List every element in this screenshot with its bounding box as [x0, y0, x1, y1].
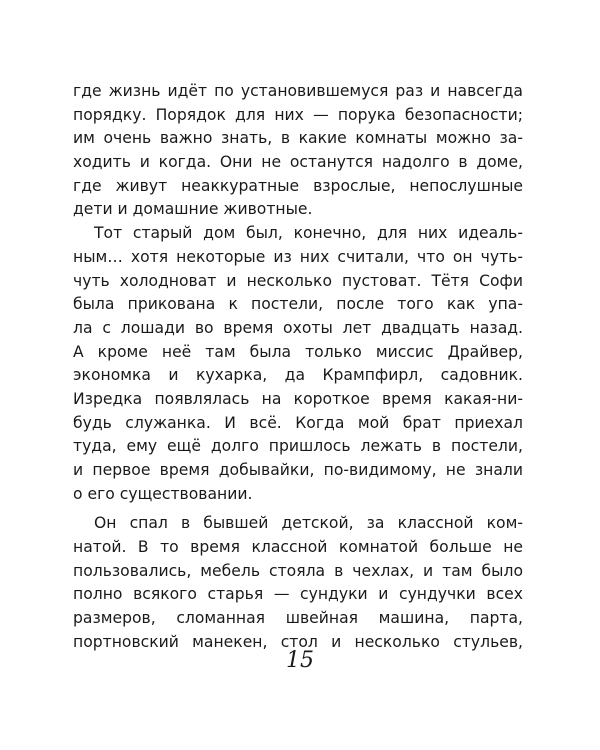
text-line: Тот старый дом был, конечно, для них идеаль-	[94, 224, 523, 243]
text-line: натой. В то время классной комнатой больше не	[73, 538, 523, 557]
text-line: Он спал в бывшей детской, за классной ком-	[94, 514, 523, 533]
text-line: дети и домашние животные.	[73, 200, 313, 219]
text-line: была прикована к постели, после того как упа-	[73, 295, 523, 314]
body-text	[73, 80, 523, 655]
text-line: портновский манекен, стол и несколько стульев,	[73, 632, 523, 651]
text-line: им очень важно знать, в какие комнаты можно за-	[73, 129, 523, 148]
text-line: где живут неаккуратные взрослые, непослушные	[73, 176, 523, 195]
text-line: порядку. Порядок для них — порука безопасности;	[73, 105, 523, 124]
text-line: Изредка появлялась на короткое время какая-ни-	[73, 389, 523, 408]
text-line: А кроме неё там была только миссис Драйвер,	[73, 342, 523, 361]
text-line: будь служанка. И всё. Когда мой брат приехал	[73, 413, 523, 432]
text-line: полно всякого старья — сундуки и сундучки всех	[73, 585, 523, 604]
text-line: ным… хотя некоторые из них считали, что он чуть-	[73, 247, 523, 266]
text-line: экономка и кухарка, да Крампфирл, садовник.	[73, 366, 523, 385]
text-line: ла с лошади во время охоты лет двадцать назад.	[73, 318, 523, 337]
text-line: размеров, сломанная швейная машина, парта,	[73, 609, 523, 628]
text-line: чуть холодноват и несколько пустоват. Тётя Софи	[73, 271, 523, 290]
paragraph-2	[73, 222, 523, 506]
page-number: 15	[286, 648, 314, 673]
paragraph-1	[73, 80, 523, 222]
text-line: о его существовании.	[73, 484, 253, 503]
text-line: пользовались, мебель стояла в чехлах, и там было	[73, 561, 523, 580]
text-line: и первое время добывайки, по-видимому, не знали	[73, 461, 523, 479]
paragraph-3	[73, 512, 523, 654]
text-line: где жизнь идёт по установившемуся раз и навсегда	[73, 82, 523, 100]
text-line: туда, ему ещё долго пришлось лежать в постели,	[73, 437, 523, 456]
text-line: ходить и когда. Они не останутся надолго в доме,	[73, 153, 523, 172]
